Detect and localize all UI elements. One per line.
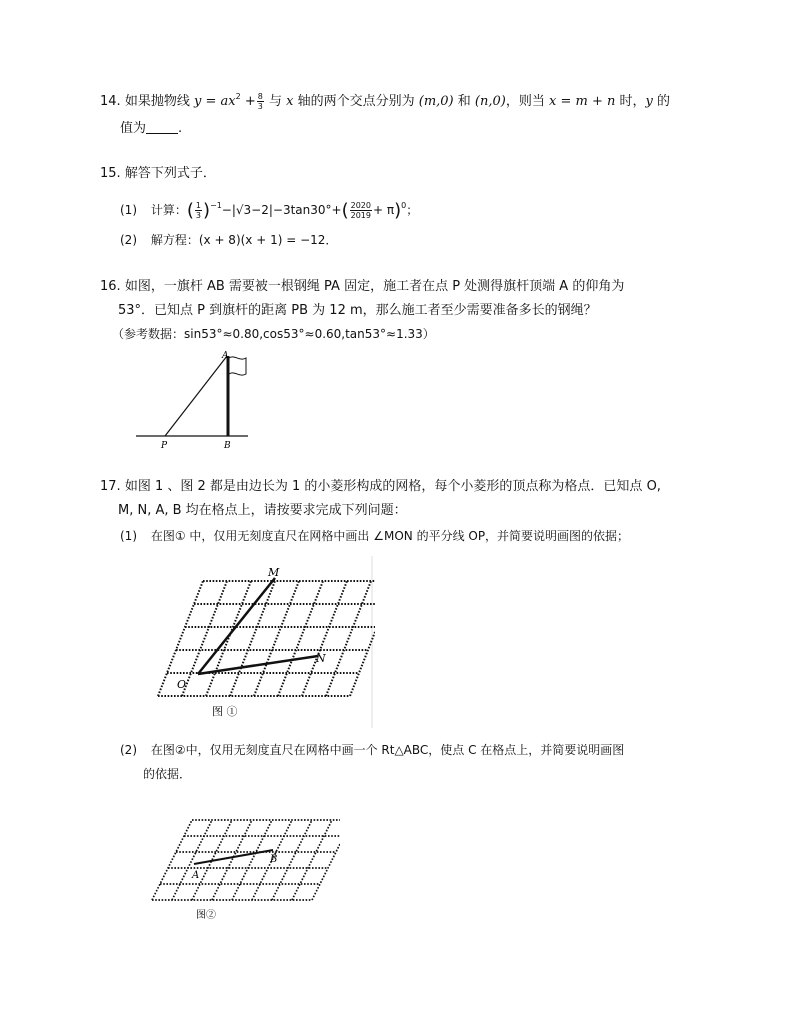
grid-line — [232, 820, 272, 900]
grid-line — [292, 820, 332, 900]
q14-text-b: 与 — [268, 94, 282, 109]
q17-part1-text: 在图① 中，仅用无刻度直尺在网格中画出 ∠MON 的平分线 OP，并简要说明画图的依据； — [150, 529, 630, 543]
fig1-caption: 图 ① — [212, 705, 238, 718]
q14-frac-den: 3 — [257, 102, 263, 111]
fig2-label-b: B — [270, 854, 278, 865]
q15-part2-prefix: 解方程： — [150, 233, 199, 247]
q15-part1-label: (1) — [120, 203, 137, 217]
q14-number: 14. — [100, 94, 121, 109]
flag-icon — [229, 357, 246, 375]
q17-line1 — [100, 478, 661, 496]
grid-line — [326, 581, 371, 696]
q17-part2-label: (2) — [120, 743, 137, 757]
q15-plus-pi: + π — [372, 203, 395, 217]
q15-exp1: −1 — [210, 201, 222, 210]
q14-formula-lhs: y = ax — [193, 94, 236, 109]
q14-text-a: 如果抛物线 — [124, 94, 190, 109]
q14-line2-end: . — [178, 121, 183, 136]
q15-frac2-num: 2020 — [350, 201, 371, 210]
q15-frac1-num: 1 — [195, 201, 201, 210]
q14-text-e: ，则当 — [505, 94, 545, 109]
q17-part2-line2: 的依据． — [143, 767, 192, 781]
fig2-caption: 图② — [196, 910, 216, 921]
q16-line1 — [100, 278, 624, 296]
grid-line — [278, 581, 323, 696]
q17-part1 — [120, 528, 629, 544]
grid-line — [350, 581, 375, 696]
q15-paren-open: ( — [186, 200, 194, 221]
q16-label-b: B — [224, 441, 231, 451]
q15-frac1-den: 3 — [195, 211, 201, 220]
q14-text-d: 和 — [457, 94, 471, 109]
q14-point2: (n,0) — [474, 94, 506, 109]
grid-line — [206, 581, 251, 696]
q17-line2: M, N, A, B 均在格点上，请按要求完成下列问题： — [118, 503, 407, 518]
q14-formula-exp: 2 — [235, 92, 241, 101]
q14-text-c: 轴的两个交点分别为 — [297, 94, 415, 109]
fig2-label-a: A — [192, 870, 200, 881]
q16-flagpole-figure — [130, 350, 255, 455]
q15-mid: −|√3−2|−3tan30°+ — [221, 203, 342, 217]
grid-line — [254, 581, 299, 696]
q15-part1 — [120, 198, 418, 220]
q17-line1-text: 如图 1 、图 2 都是由边长为 1 的小菱形构成的网格，每个小菱形的顶点称为格点．已知点 O, — [124, 479, 661, 494]
q17-number: 17. — [100, 479, 121, 494]
q14-line2 — [120, 120, 182, 138]
q16-label-p: P — [161, 441, 168, 451]
q16-line3: （参考数据：sin53°≈0.80,cos53°≈0.60,tan53°≈1.33） — [112, 327, 435, 341]
q14-line1 — [100, 88, 670, 111]
q14-text-g: 的 — [657, 94, 671, 109]
q15-frac2-den: 2019 — [350, 211, 371, 220]
q14-answer-blank — [146, 121, 178, 134]
q14-frac-num: 8 — [257, 92, 263, 101]
q15-part1-prefix: 计算： — [150, 203, 187, 217]
q17-figure1 — [150, 556, 375, 728]
q15-title: 解答下列式子． — [124, 166, 216, 181]
q14-line2-text: 值为 — [120, 121, 147, 136]
q17-part2 — [120, 742, 624, 758]
q15-part2 — [120, 232, 337, 248]
q14-point1: (m,0) — [418, 94, 454, 109]
q15-paren-close: ) — [202, 200, 210, 221]
q17-figure2 — [140, 800, 340, 925]
fig1-label-m: M — [268, 566, 280, 579]
fig1-label-o: O — [177, 678, 187, 691]
q14-condition: x = m + n — [549, 94, 616, 109]
q15-part2-label: (2) — [120, 233, 137, 247]
q14-fraction — [257, 92, 264, 111]
q16-label-a: A — [222, 351, 229, 361]
q15-number: 15. — [100, 166, 121, 181]
q15-paren2-close: ) — [394, 200, 402, 221]
grid-line — [272, 820, 312, 900]
q14-var-x: x — [286, 94, 294, 109]
q15-part1-end: ； — [406, 203, 419, 217]
q17-part2-line1: 在图②中，仅用无刻度直尺在网格中画一个 Rt△ABC，使点 C 在格点上，并简要说明画图 — [150, 743, 625, 757]
q15-exp2: 0 — [401, 201, 407, 210]
grid-line — [312, 820, 340, 900]
q17-part1-label: (1) — [120, 529, 137, 543]
q16-line2: 53°．已知点 P 到旗杆的距离 PB 为 12 m，那么施工者至少需要准备多长的钢绳？ — [118, 303, 597, 318]
grid-line — [172, 820, 212, 900]
q14-text-f: 时， — [619, 94, 646, 109]
grid-line — [230, 581, 275, 696]
q14-var-y: y — [645, 94, 653, 109]
q16-line1-text: 如图，一旗杆 AB 需要被一根钢绳 PA 固定，施工者在点 P 处测得旗杆顶端 A 的仰角为 — [124, 279, 625, 294]
fig1-label-n: N — [316, 652, 326, 665]
q15-title-line — [100, 165, 216, 183]
q15-fraction1 — [195, 201, 202, 220]
segment-om — [198, 578, 275, 674]
figure2-grid — [152, 820, 340, 900]
figure1-grid — [158, 581, 375, 696]
q16-number: 16. — [100, 279, 121, 294]
segment-on — [198, 656, 318, 674]
q15-paren2-open: ( — [341, 200, 349, 221]
grid-line — [182, 581, 227, 696]
grid-line — [302, 581, 347, 696]
rope-pa — [165, 356, 227, 436]
q14-formula-plus: + — [244, 94, 256, 109]
q15-part2-eq: (x + 8)(x + 1) = −12． — [198, 233, 338, 247]
q15-fraction2 — [350, 201, 372, 220]
grid-line — [152, 820, 192, 900]
